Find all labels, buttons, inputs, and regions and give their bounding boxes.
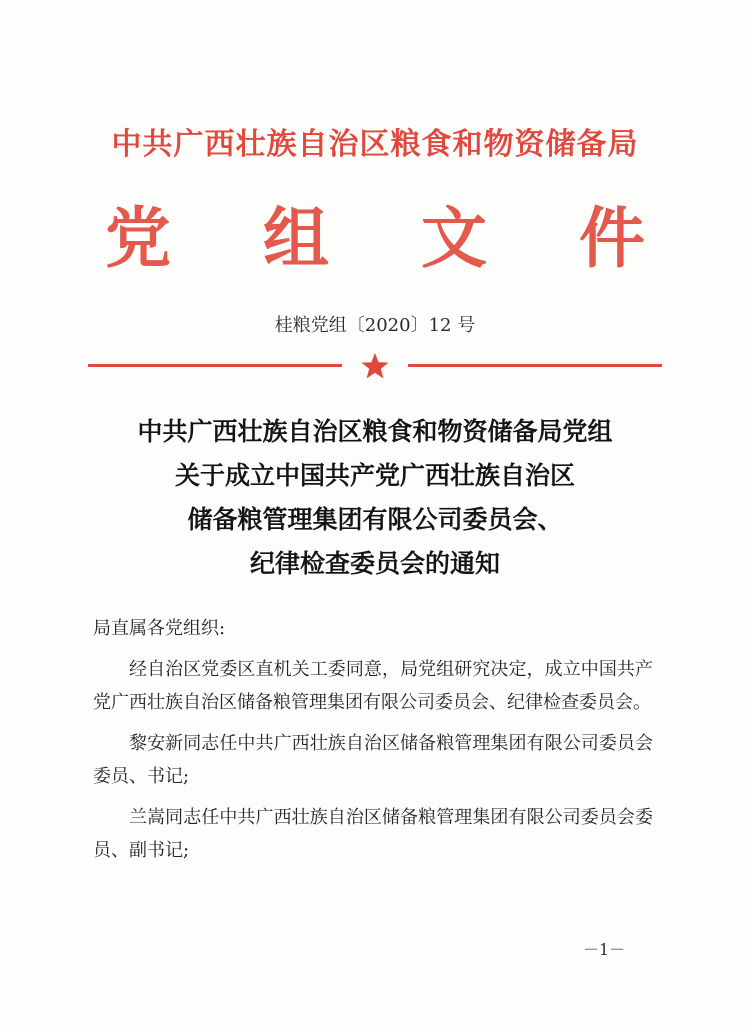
title-line: 中共广西壮族自治区粮食和物资储备局党组 — [137, 417, 613, 446]
title-line: 关于成立中国共产党广西壮族自治区 — [174, 461, 575, 490]
doc-type-char: 党 — [105, 199, 171, 277]
divider-rule-left — [88, 364, 342, 367]
doc-type-char: 文 — [421, 199, 487, 277]
document-number: 桂粮党组〔2020〕12 号 — [274, 315, 476, 336]
salutation: 局直属各党组织: — [93, 618, 226, 639]
title-line: 储备粮管理集团有限公司委员会、 — [187, 505, 563, 534]
body-paragraph: 兰嵩同志任中共广西壮族自治区储备粮管理集团有限公司委员会委员、副书记; — [93, 807, 653, 861]
document-body — [93, 612, 653, 875]
document-type — [105, 196, 645, 280]
red-divider — [88, 352, 662, 380]
title-line: 纪律检查委员会的通知 — [249, 549, 500, 578]
body-paragraph: 黎安新同志任中共广西壮族自治区储备粮管理集团有限公司委员会委员、书记; — [93, 733, 653, 787]
star-icon — [359, 352, 391, 380]
document-title — [0, 410, 750, 586]
doc-type-char: 组 — [263, 199, 329, 277]
doc-type-char: 件 — [579, 199, 645, 277]
page-number: －1－ — [583, 940, 626, 959]
body-paragraph: 经自治区党委区直机关工委同意，局党组研究决定，成立中国共产党广西壮族自治区储备粮管理集团有限公司委员会、纪律检查委员会。 — [93, 659, 653, 713]
divider-rule-right — [408, 364, 662, 367]
issuer-name: 中共广西壮族自治区粮食和物资储备局 — [111, 127, 639, 162]
